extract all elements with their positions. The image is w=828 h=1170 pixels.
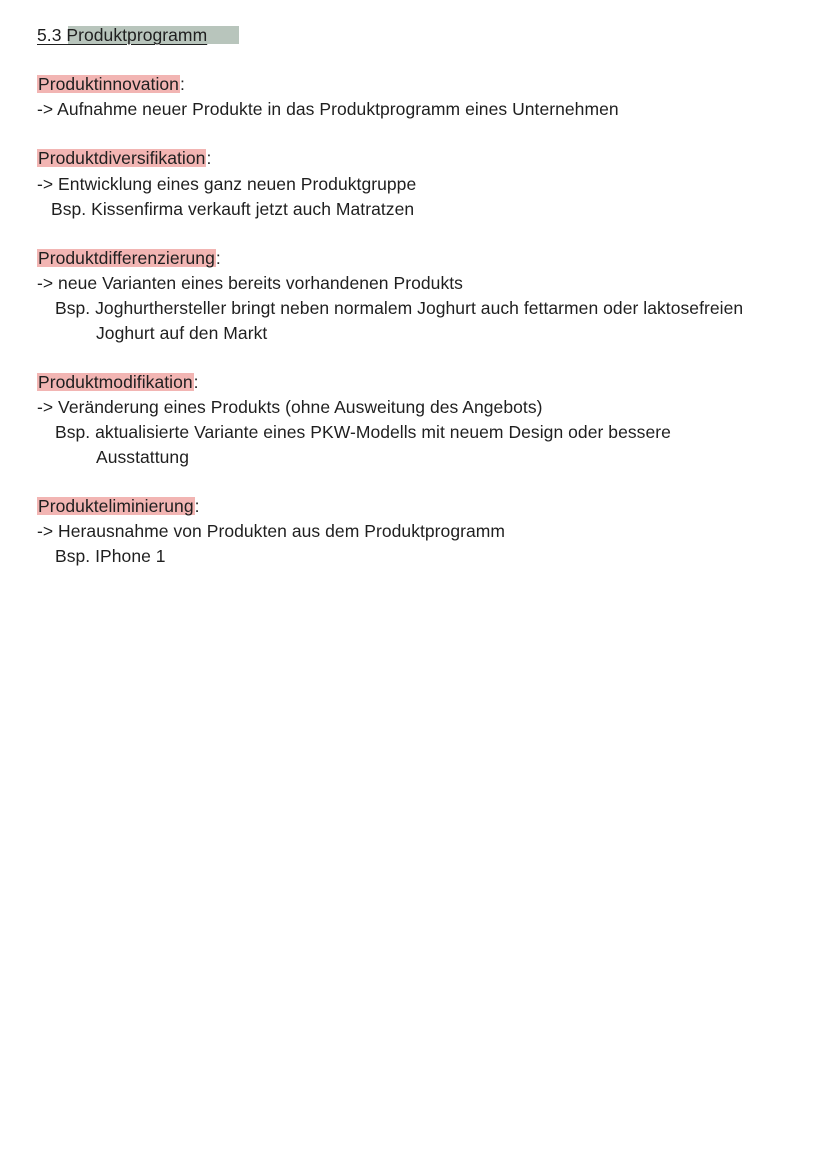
section-heading-produktmodifikation	[37, 371, 199, 393]
section-heading-produktdiversifikation	[37, 147, 211, 169]
title-text: 5.3 Produktprogramm	[37, 25, 208, 45]
example-line: Bsp. IPhone 1	[55, 546, 166, 566]
heading-colon: :	[179, 74, 185, 94]
example-line: Bsp. Joghurthersteller bringt neben normalem Joghurt auch fettarmen oder laktosefreien	[55, 298, 744, 318]
body-line: -> Entwicklung eines ganz neuen Produktgruppe	[37, 174, 417, 194]
heading-colon: :	[206, 148, 212, 168]
heading-label: Produktdifferenzierung	[38, 248, 215, 268]
section-heading-produkteliminierung	[37, 495, 200, 517]
heading-label: Produktinnovation	[38, 74, 179, 94]
body-line: -> Veränderung eines Produkts (ohne Ausweitung des Angebots)	[37, 397, 543, 417]
title-wrapper	[37, 24, 207, 46]
heading-colon: :	[193, 372, 199, 392]
section-heading-produktinnovation	[37, 73, 185, 95]
example-continuation-line: Joghurt auf den Markt	[96, 323, 268, 343]
example-line: Bsp. aktualisierte Variante eines PKW-Modells mit neuem Design oder bessere	[55, 422, 671, 442]
heading-label: Produktdiversifikation	[38, 148, 206, 168]
section-heading-produktdifferenzierung	[37, 247, 221, 269]
heading-colon: :	[194, 496, 200, 516]
heading-label: Produkteliminierung	[38, 496, 194, 516]
example-continuation-line: Ausstattung	[96, 447, 189, 467]
body-line: -> neue Varianten eines bereits vorhandenen Produkts	[37, 273, 463, 293]
body-line: -> Aufnahme neuer Produkte in das Produktprogramm eines Unternehmen	[37, 99, 619, 119]
example-line: Bsp. Kissenfirma verkauft jetzt auch Matratzen	[51, 199, 415, 219]
heading-label: Produktmodifikation	[38, 372, 193, 392]
body-line: -> Herausnahme von Produkten aus dem Produktprogramm	[37, 521, 506, 541]
page-title	[37, 24, 207, 46]
heading-colon: :	[215, 248, 221, 268]
